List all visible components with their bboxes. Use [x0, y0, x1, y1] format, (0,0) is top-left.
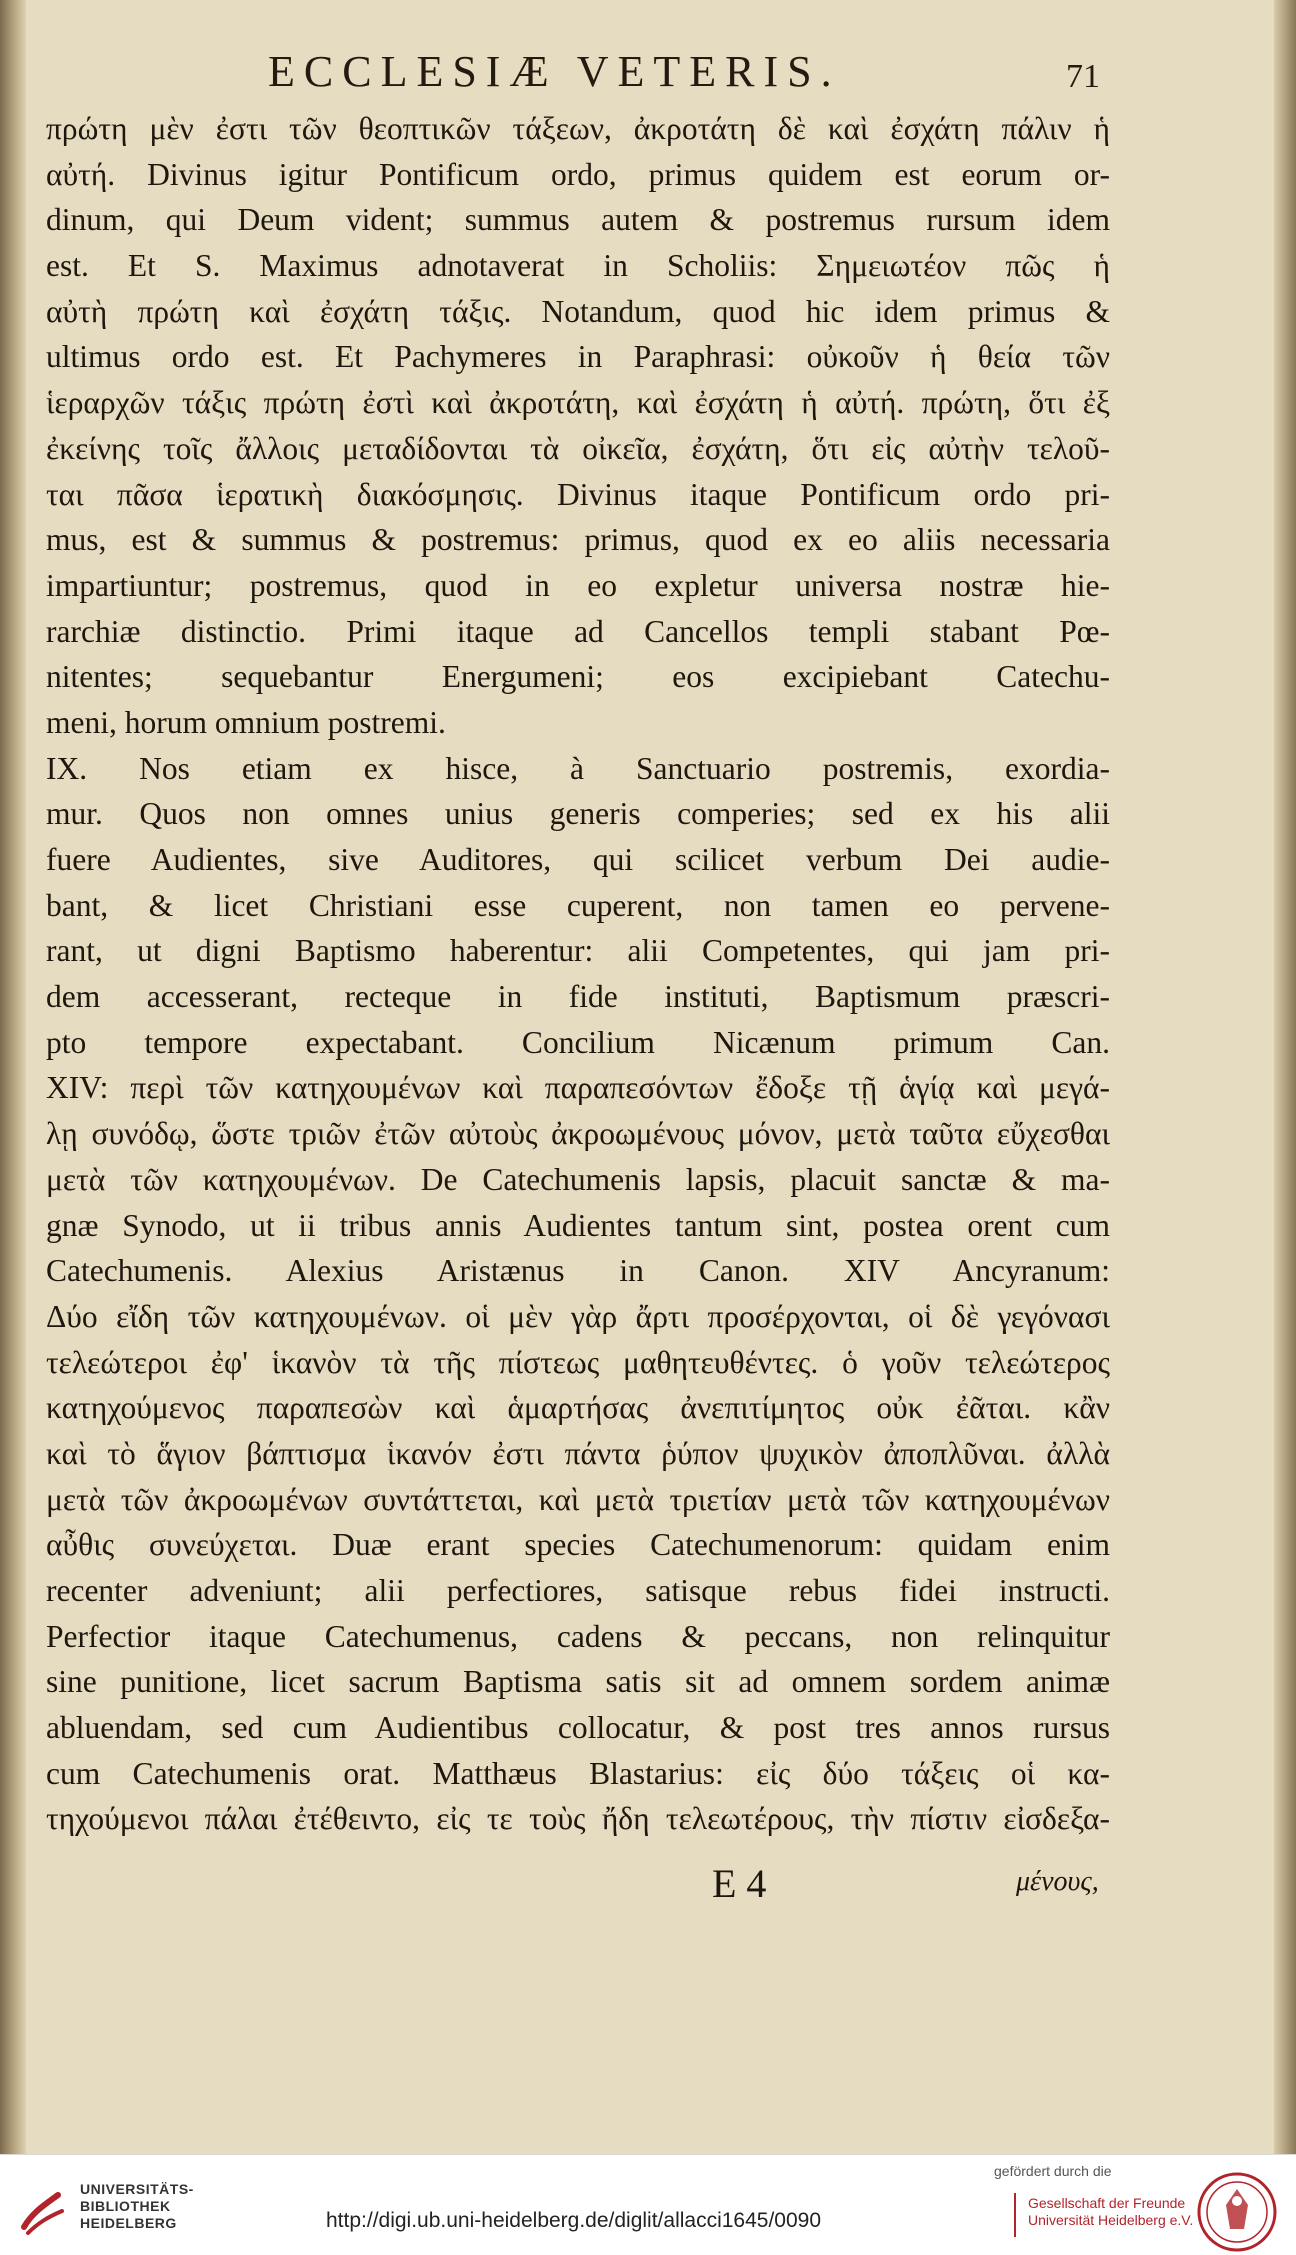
text-line: Catechumenis. Alexius Aristænus in Canon. XIV Ancyranum: — [46, 1253, 1110, 1289]
text-line: καὶ τὸ ἅγιον βάπτισμα ἱκανόν ἐστι πάντα ῥύπον ψυχικὸν ἀποπλῦναι. ἀλλὰ — [46, 1435, 1110, 1471]
signature-mark: E 4 — [712, 1861, 767, 1906]
text-line: λῃ συνόδῳ, ὥστε τριῶν ἐτῶν αὐτοὺς ἀκροωμένους μόνον, μετὰ ταῦτα εὔχεσθαι — [46, 1116, 1110, 1152]
text-line: recenter adveniunt; alii perfectiores, satisque rebus fidei instructi. — [46, 1573, 1110, 1608]
footer-bar — [0, 2154, 1296, 2255]
text-line: Perfectior itaque Catechumenus, cadens & peccans, non relinquitur — [46, 1618, 1110, 1654]
text-line: cum Catechumenis orat. Matthæus Blastarius: εἰς δύο τάξεις οἱ κα- — [46, 1755, 1110, 1791]
sponsor-divider — [1014, 2193, 1016, 2237]
text-line: πρώτη μὲν ἐστι τῶν θεοπτικῶν τάξεων, ἀκροτάτη δὲ καὶ ἐσχάτη πάλιν ἡ — [46, 111, 1110, 146]
sponsor-name — [1028, 2195, 1193, 2229]
page-number: 71 — [1066, 58, 1100, 95]
sponsor-name-line: Universität Heidelberg e.V. — [1028, 2212, 1194, 2228]
library-name — [80, 2181, 194, 2232]
running-head: ECCLESIÆ VETERIS. — [268, 47, 841, 96]
text-line: μετὰ τῶν κατηχουμένων. De Catechumenis lapsis, placuit sanctæ & ma- — [46, 1161, 1110, 1197]
text-line: mur. Quos non omnes unius generis comperies; sed ex his alii — [46, 796, 1110, 832]
catchword: μένους, — [1016, 1866, 1099, 1897]
text-line: κατηχούμενος παραπεσὼν καὶ ἁμαρτήσας ἀνεπιτίμητος οὐκ ἐᾶται. κἂν — [46, 1390, 1110, 1426]
university-seal-icon — [1196, 2171, 1278, 2253]
text-line: dinum, qui Deum vident; summus autem & postremus rursum idem — [46, 202, 1110, 238]
body-text — [46, 106, 1110, 1842]
library-logo-icon — [14, 2183, 72, 2241]
text-line: μετὰ τῶν ἀκροωμένων συντάττεται, καὶ μετὰ τριετίαν μετὰ τῶν κατηχουμένων — [46, 1481, 1110, 1517]
library-name-line: UNIVERSITÄTS- — [80, 2181, 194, 2197]
sponsor-label: gefördert durch die — [994, 2163, 1112, 2179]
page-edge-right — [1274, 0, 1296, 2154]
gutter-shadow — [0, 0, 26, 2154]
text-line: rant, ut digni Baptismo haberentur: alii Competentes, qui jam pri- — [46, 933, 1110, 969]
text-line: bant, & licet Christiani esse cuperent, non tamen eo pervene- — [46, 887, 1110, 923]
permalink-url[interactable]: http://digi.ub.uni-heidelberg.de/diglit/allacci1645/0090 — [326, 2209, 822, 2232]
text-line: XIV: περὶ τῶν κατηχουμένων καὶ παραπεσόντων ἔδοξε τῇ ἁγίᾳ καὶ μεγά- — [46, 1070, 1110, 1106]
text-line: est. Et S. Maximus adnotaverat in Scholiis: Σημειωτέον πῶς ἡ — [46, 248, 1110, 284]
text-line: ultimus ordo est. Et Pachymeres in Paraphrasi: οὐκοῦν ἡ θεία τῶν — [46, 339, 1110, 375]
text-line: Δύο εἴδη τῶν κατηχουμένων. οἱ μὲν γὰρ ἄρτι προσέρχονται, οἱ δὲ γεγόνασι — [46, 1298, 1110, 1334]
text-line: pto tempore expectabant. Concilium Nicænum primum Can. — [46, 1024, 1110, 1060]
text-line: ἱεραρχῶν τάξις πρώτη ἐστὶ καὶ ἀκροτάτη, καὶ ἐσχάτη ἡ αὐτή. πρώτη, ὅτι ἐξ — [46, 385, 1110, 421]
text-line: IX. Nos etiam ex hisce, à Sanctuario postremis, exordia- — [46, 750, 1110, 786]
text-line: sine punitione, licet sacrum Baptisma satis sit ad omnem sordem animæ — [46, 1664, 1110, 1700]
text-line: abluendam, sed cum Audientibus collocatur, & post tres annos rursus — [46, 1710, 1110, 1746]
sponsor-name-line: Gesellschaft der Freunde — [1028, 2195, 1186, 2211]
text-line: τηχούμενοι πάλαι ἐτέθειντο, εἰς τε τοὺς ἤδη τελεωτέρους, τὴν πίστιν εἰσδεξα- — [46, 1801, 1110, 1837]
text-line: αὐτή. Divinus igitur Pontificum ordo, primus quidem est eorum or- — [46, 156, 1110, 192]
text-line: impartiuntur; postremus, quod in eo expletur universa nostræ hie- — [46, 567, 1110, 603]
text-line: αὖθις συνεύχεται. Duæ erant species Catechumenorum: quidam enim — [46, 1527, 1110, 1563]
text-line: ται πᾶσα ἱερατικὴ διακόσμησις. Divinus itaque Pontificum ordo pri- — [46, 476, 1110, 512]
text-line: mus, est & summus & postremus: primus, quod ex eo aliis necessaria — [46, 522, 1110, 558]
text-line: gnæ Synodo, ut ii tribus annis Audientes tantum sint, postea orent cum — [46, 1207, 1110, 1243]
text-line: τελεώτεροι ἐφ' ἱκανὸν τὰ τῆς πίστεως μαθητευθέντες. ὁ γοῦν τελεώτερος — [46, 1344, 1110, 1380]
library-name-line: HEIDELBERG — [80, 2215, 177, 2231]
text-line: fuere Audientes, sive Auditores, qui scilicet verbum Dei audie- — [46, 842, 1110, 877]
text-line: ἐκείνης τοῖς ἄλλοις μεταδίδονται τὰ οἰκεῖα, ἐσχάτη, ὅτι εἰς αὐτὴν τελοῦ- — [46, 430, 1110, 466]
library-name-line: BIBLIOTHEK — [80, 2198, 171, 2214]
text-line: dem accesserant, recteque in fide instituti, Baptismum præscri- — [46, 979, 1110, 1015]
text-line: nitentes; sequebantur Energumeni; eos excipiebant Catechu- — [46, 659, 1110, 695]
text-line: αὐτὴ πρώτη καὶ ἐσχάτη τάξις. Notandum, quod hic idem primus & — [46, 293, 1110, 329]
text-line: meni, horum omnium postremi. — [46, 704, 446, 740]
text-line: rarchiæ distinctio. Primi itaque ad Cancellos templi stabant Pœ- — [46, 613, 1110, 649]
